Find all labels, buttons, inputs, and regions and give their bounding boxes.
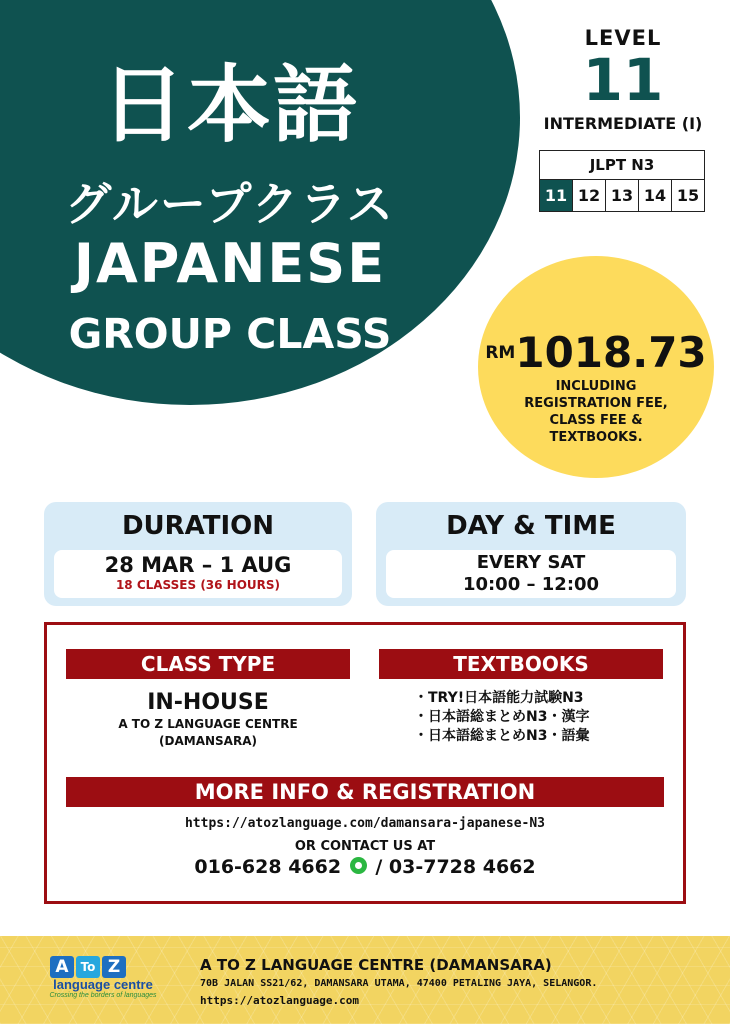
price bbox=[478, 328, 714, 377]
level-description: INTERMEDIATE (I) bbox=[543, 114, 703, 133]
duration-title: DURATION bbox=[121, 511, 275, 541]
jlpt-level-row bbox=[540, 180, 704, 211]
duration-dates: 28 MAR – 1 AUG bbox=[104, 553, 292, 577]
footer-address: 70B JALAN SS21/62, DAMANSARA UTAMA, 47400 PETALING JAYA, SELANGOR. bbox=[200, 978, 598, 989]
price-note-line: REGISTRATION FEE, bbox=[524, 396, 668, 411]
venue-line: (DAMANSARA) bbox=[159, 734, 257, 748]
price-note-line: TEXTBOOKS. bbox=[549, 430, 643, 445]
footer-centre-name: A TO Z LANGUAGE CENTRE (DAMANSARA) bbox=[200, 956, 552, 974]
textbook-item: ・ 日本語総まとめN3・語彙 bbox=[414, 727, 674, 746]
class-type-venue bbox=[66, 716, 350, 750]
logo-letter: To bbox=[76, 956, 100, 978]
phone-number-1[interactable]: 016-628 4662 bbox=[194, 856, 342, 878]
footer bbox=[0, 936, 730, 1024]
price-currency: RM bbox=[485, 343, 516, 363]
jlpt-level-cell: 15 bbox=[676, 186, 700, 205]
level-label: LEVEL bbox=[584, 26, 662, 50]
subtitle-japanese: グループクラス bbox=[65, 177, 395, 231]
title-japanese: 日本語 bbox=[100, 56, 359, 154]
day-time-panel bbox=[386, 550, 676, 598]
phone-separator: / bbox=[375, 856, 383, 878]
logo-name: language centre bbox=[53, 977, 153, 992]
jlpt-level-cell: 14 bbox=[639, 180, 672, 211]
logo-tagline: Crossing the borders of languages bbox=[49, 992, 157, 999]
logo-letter: A bbox=[50, 956, 74, 978]
footer-link[interactable]: https://atozlanguage.com bbox=[200, 994, 359, 1007]
subtitle-english: GROUP CLASS bbox=[68, 310, 392, 358]
day-time-title: DAY & TIME bbox=[446, 511, 616, 541]
textbooks-list bbox=[414, 689, 674, 746]
level-number: 11 bbox=[582, 46, 664, 114]
logo-letter: Z bbox=[102, 956, 126, 978]
price-note bbox=[500, 378, 692, 446]
duration-panel bbox=[54, 550, 342, 598]
duration-card bbox=[44, 502, 352, 606]
contact-label: OR CONTACT US AT bbox=[294, 839, 436, 854]
atoz-logo bbox=[44, 956, 162, 1002]
jlpt-label: JLPT N3 bbox=[540, 151, 704, 180]
phone-numbers bbox=[66, 856, 664, 878]
time-text: 10:00 – 12:00 bbox=[462, 574, 600, 595]
jlpt-level-table bbox=[539, 150, 705, 212]
price-note-line: CLASS FEE & bbox=[549, 413, 643, 428]
level-block bbox=[528, 26, 718, 133]
textbook-item: ・ TRY!日本語能力試験N3 bbox=[414, 689, 674, 708]
day-text: EVERY SAT bbox=[476, 552, 586, 573]
registration-header: MORE INFO & REGISTRATION bbox=[66, 777, 664, 807]
registration-link[interactable]: https://atozlanguage.com/damansara-japanese-N3 bbox=[184, 816, 546, 831]
jlpt-level-cell: 13 bbox=[606, 180, 639, 211]
duration-classes: 18 CLASSES (36 HOURS) bbox=[115, 578, 281, 592]
price-note-line: INCLUDING bbox=[555, 379, 637, 394]
logo-letters bbox=[50, 956, 126, 978]
venue-line: A TO Z LANGUAGE CENTRE bbox=[118, 717, 298, 731]
title-english: JAPANESE bbox=[73, 232, 387, 295]
price-amount: 1018.73 bbox=[515, 328, 707, 377]
day-time-card bbox=[376, 502, 686, 606]
class-type-mode: IN-HOUSE bbox=[147, 690, 269, 715]
textbook-item: ・ 日本語総まとめN3・漢字 bbox=[414, 708, 674, 727]
jlpt-level-cell: 12 bbox=[573, 180, 606, 211]
phone-number-2[interactable]: 03-7728 4662 bbox=[388, 856, 536, 878]
textbooks-header: TEXTBOOKS bbox=[379, 649, 663, 679]
class-type-header: CLASS TYPE bbox=[66, 649, 350, 679]
whatsapp-icon bbox=[350, 857, 367, 874]
jlpt-level-cell: 11 bbox=[540, 180, 573, 211]
